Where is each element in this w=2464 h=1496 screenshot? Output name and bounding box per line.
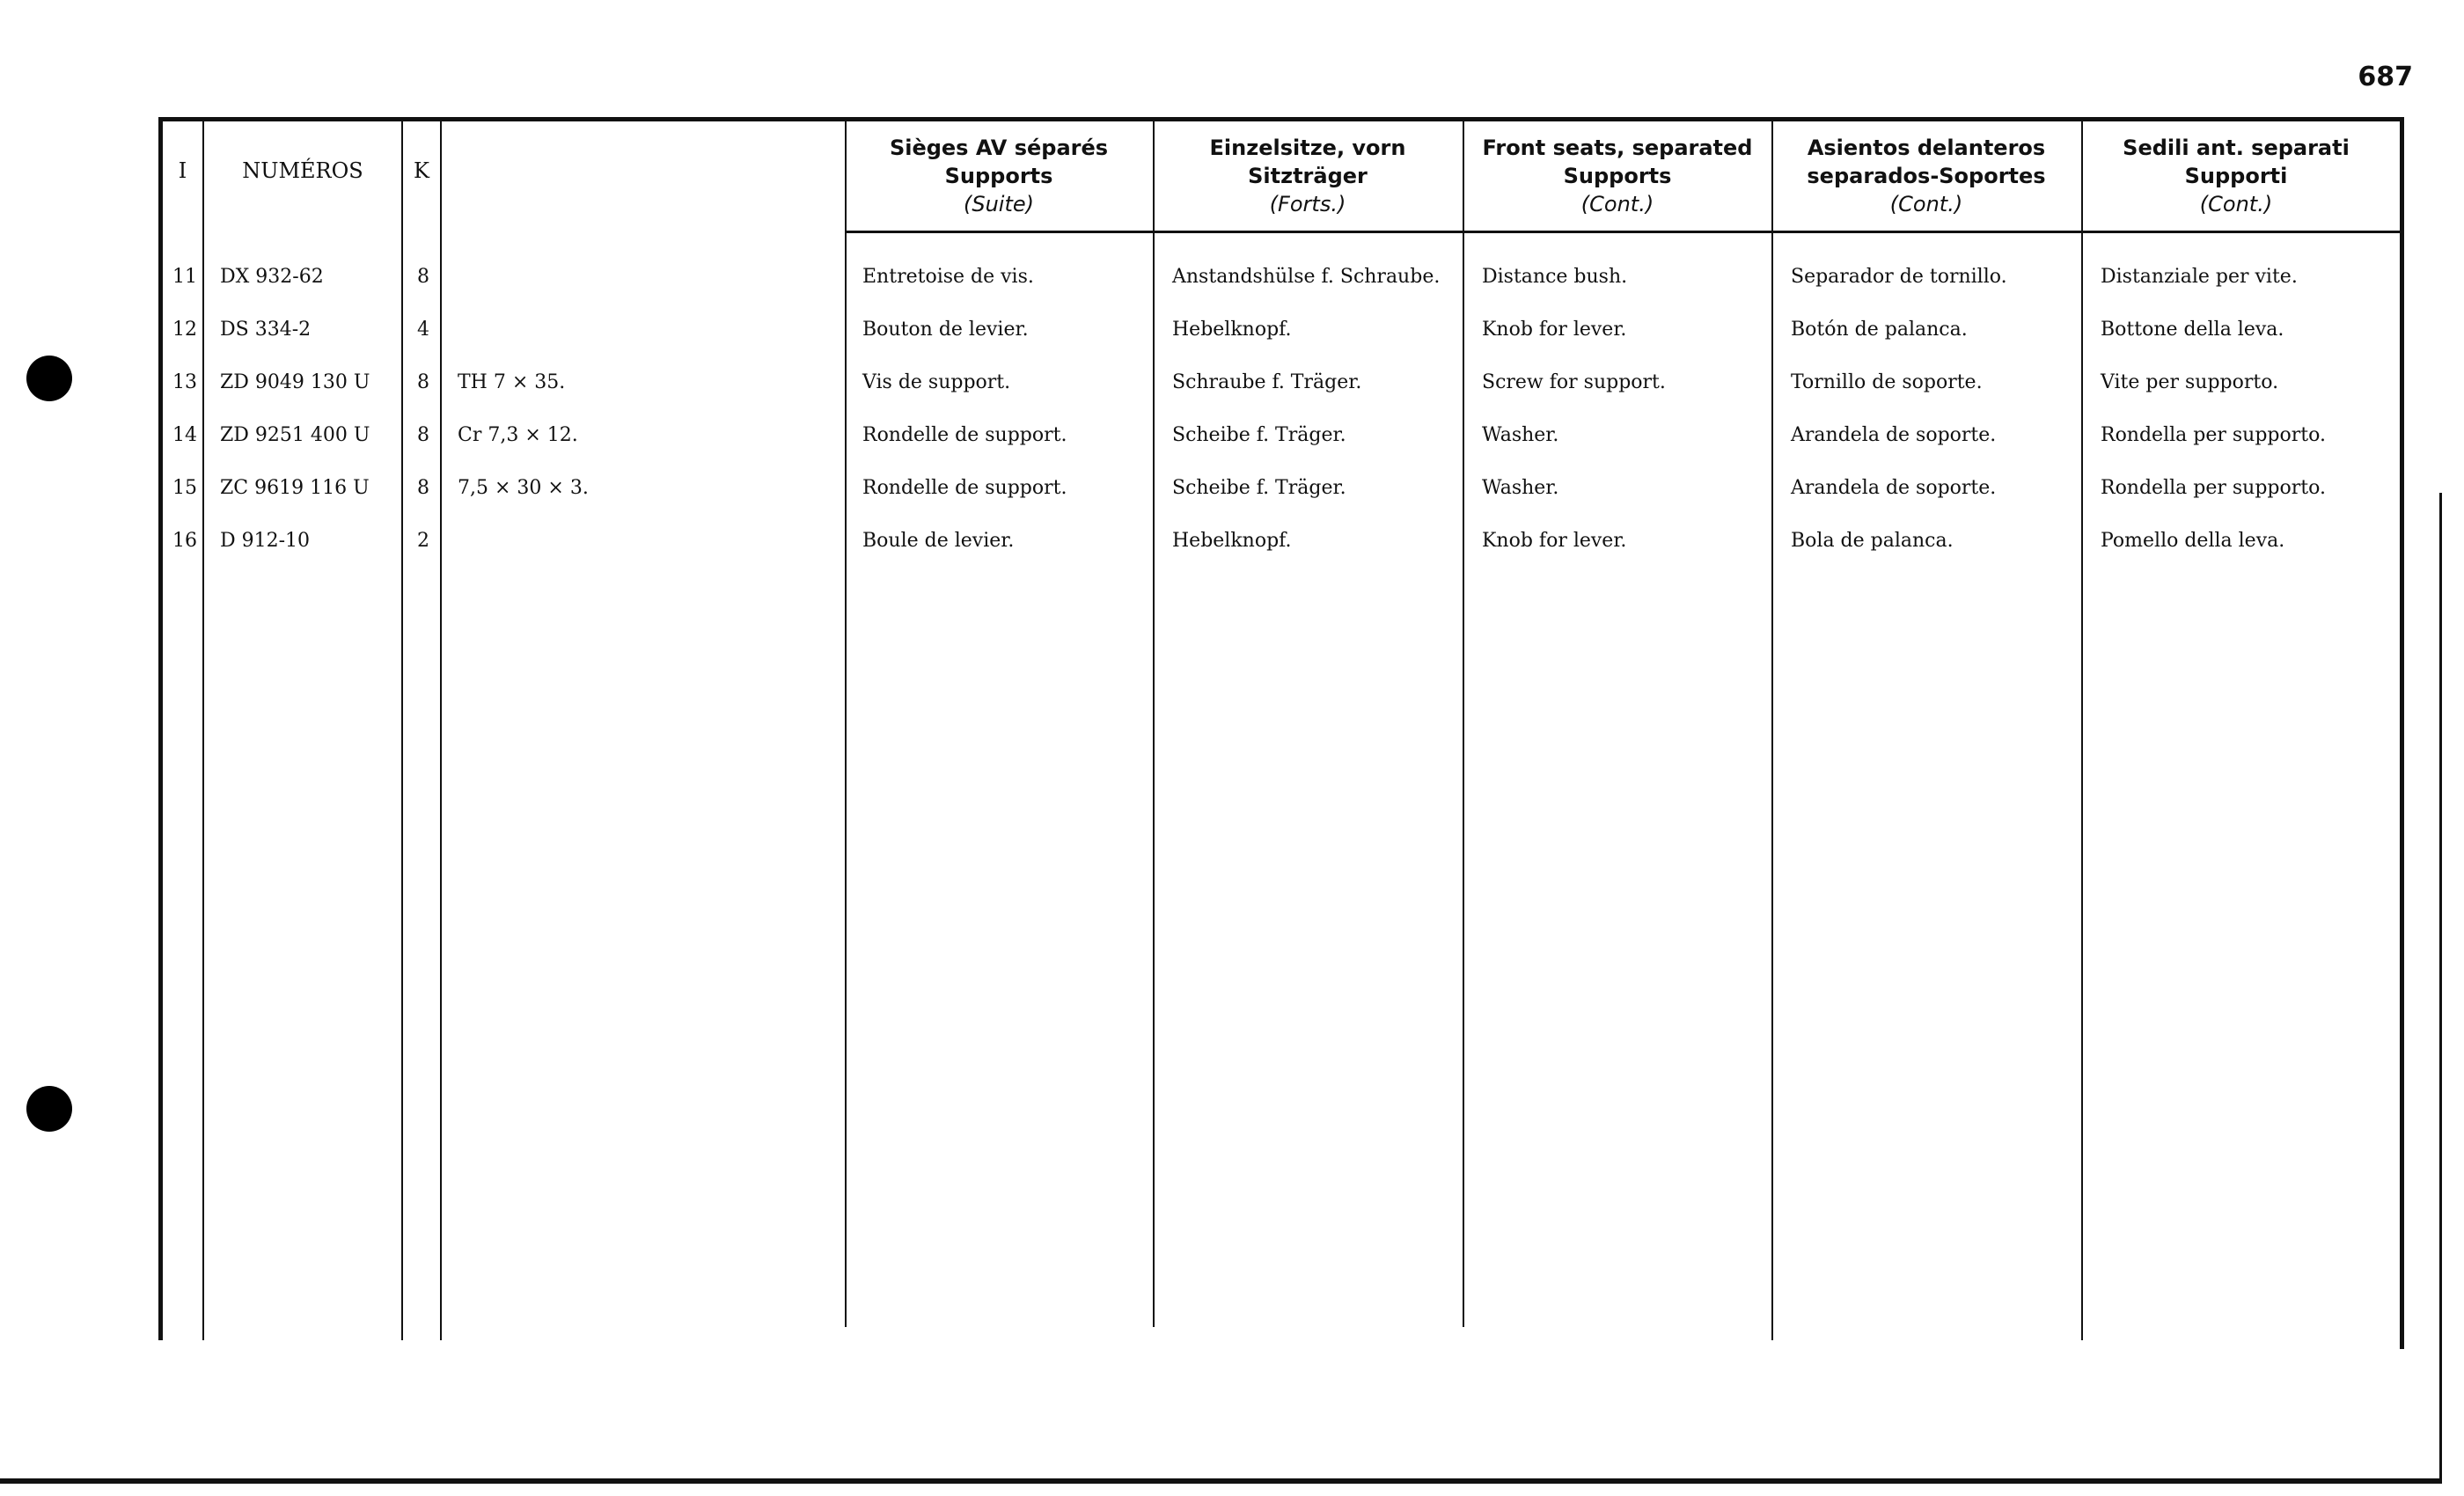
part-number: ZD 9049 130 U (220, 371, 370, 393)
header-en-note: (Cont.) (1580, 192, 1654, 216)
part-number: ZD 9251 400 U (220, 424, 370, 446)
spec-note: 7,5 × 30 × 3. (458, 477, 589, 499)
header-col-numeros: NUMÉROS (242, 158, 363, 183)
header-fr-note: (Suite) (963, 192, 1034, 216)
desc-fr: Rondelle de support. (862, 424, 1067, 446)
desc-it: Pomello della leva. (2101, 530, 2285, 552)
header-de-title: Einzelsitze, vorn (1209, 136, 1406, 160)
quantity-k: 8 (417, 424, 429, 446)
desc-de: Scheibe f. Träger. (1172, 477, 1346, 499)
header-es-subtitle: separados-Soportes (1807, 164, 2046, 188)
desc-es: Arandela de soporte. (1791, 424, 1997, 446)
header-col-fr (845, 134, 1153, 218)
desc-it: Bottone della leva. (2101, 319, 2284, 341)
header-col-it (2082, 134, 2390, 218)
desc-es: Arandela de soporte. (1791, 477, 1997, 499)
header-col-es (1772, 134, 2080, 218)
header-col-k: K (414, 158, 429, 183)
header-de-subtitle: Sitzträger (1248, 164, 1368, 188)
desc-es: Tornillo de soporte. (1791, 371, 1983, 393)
header-es-note: (Cont.) (1889, 192, 1963, 216)
header-col-de (1154, 134, 1462, 218)
table-frame-top (158, 117, 2404, 121)
table-row (0, 266, 2464, 301)
desc-en: Distance bush. (1482, 266, 1628, 288)
header-de-note: (Forts.) (1269, 192, 1346, 216)
desc-en: Knob for lever. (1482, 530, 1627, 552)
desc-it: Rondella per supporto. (2101, 477, 2326, 499)
row-index: 16 (172, 530, 197, 552)
header-it-title: Sedili ant. separati (2123, 136, 2350, 160)
quantity-k: 4 (417, 319, 429, 341)
part-number: DX 932-62 (220, 266, 324, 288)
table-row (0, 319, 2464, 354)
header-fr-title: Sièges AV séparés (889, 136, 1109, 160)
table-row (0, 477, 2464, 512)
desc-fr: Boule de levier. (862, 530, 1015, 552)
desc-de: Anstandshülse f. Schraube. (1172, 266, 1441, 288)
page-edge-line (2439, 493, 2442, 1478)
desc-es: Separador de tornillo. (1791, 266, 2007, 288)
desc-it: Rondella per supporto. (2101, 424, 2326, 446)
header-col-i: I (178, 158, 187, 183)
desc-de: Hebelknopf. (1172, 530, 1292, 552)
row-index: 11 (172, 266, 197, 288)
part-number: ZC 9619 116 U (220, 477, 370, 499)
desc-es: Botón de palanca. (1791, 319, 1968, 341)
header-fr-subtitle: Supports (944, 164, 1053, 188)
header-col-en (1463, 134, 1771, 218)
quantity-k: 8 (417, 477, 429, 499)
table-frame-right (2400, 117, 2404, 1349)
desc-en: Knob for lever. (1482, 319, 1627, 341)
header-it-note: (Cont.) (2199, 192, 2273, 216)
spec-note: Cr 7,3 × 12. (458, 424, 578, 446)
table-row (0, 371, 2464, 407)
header-rule (845, 231, 2402, 233)
desc-en: Washer. (1482, 424, 1559, 446)
header-en-title: Front seats, separated (1482, 136, 1753, 160)
desc-it: Distanziale per vite. (2101, 266, 2298, 288)
page-number: 687 (2358, 62, 2413, 92)
desc-de: Hebelknopf. (1172, 319, 1292, 341)
quantity-k: 8 (417, 371, 429, 393)
desc-de: Schraube f. Träger. (1172, 371, 1362, 393)
desc-fr: Bouton de levier. (862, 319, 1029, 341)
row-index: 12 (172, 319, 197, 341)
desc-it: Vite per supporto. (2101, 371, 2279, 393)
desc-fr: Rondelle de support. (862, 477, 1067, 499)
quantity-k: 2 (417, 530, 429, 552)
row-index: 13 (172, 371, 197, 393)
part-number: DS 334-2 (220, 319, 312, 341)
row-index: 15 (172, 477, 197, 499)
desc-de: Scheibe f. Träger. (1172, 424, 1346, 446)
desc-es: Bola de palanca. (1791, 530, 1954, 552)
desc-fr: Entretoise de vis. (862, 266, 1034, 288)
bottom-rule (0, 1478, 2442, 1484)
desc-en: Screw for support. (1482, 371, 1666, 393)
desc-en: Washer. (1482, 477, 1559, 499)
spec-note: TH 7 × 35. (458, 371, 566, 393)
punch-hole (26, 1086, 72, 1132)
part-number: D 912-10 (220, 530, 311, 552)
header-en-subtitle: Supports (1563, 164, 1672, 188)
quantity-k: 8 (417, 266, 429, 288)
table-row (0, 530, 2464, 565)
table-row (0, 424, 2464, 459)
desc-fr: Vis de support. (862, 371, 1011, 393)
header-it-subtitle: Supporti (2184, 164, 2288, 188)
header-es-title: Asientos delanteros (1807, 136, 2046, 160)
row-index: 14 (172, 424, 197, 446)
